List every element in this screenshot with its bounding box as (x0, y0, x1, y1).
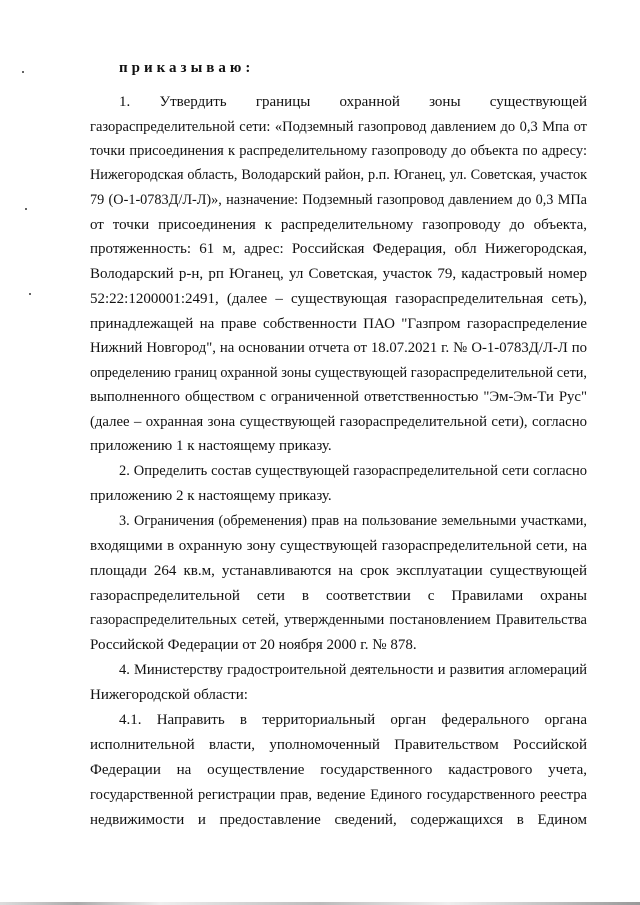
paragraph-4-1-line-3: Федерации на осуществление государственного кадастрового учета, (90, 762, 587, 778)
paragraph-1-line-1: 1. Утвердить границы охранной зоны существующей (119, 94, 587, 110)
paragraph-3-line-6: Российской Федерации от 20 ноября 2000 г. № 878. (90, 637, 417, 653)
paragraph-1-line-8: Володарский р-н, рп Юганец, ул Советская, участок 79, кадастровый номер (90, 266, 587, 282)
paragraph-3-line-1: 3. Ограничения (обременения) прав на пользование земельными участками, (119, 513, 587, 529)
paragraph-1-line-3: точки присоединения к распределительному газопроводу до объекта по адресу: (90, 143, 587, 159)
paragraph-1-line-6: от точки присоединения к распределительному газопроводу до объекта, (90, 217, 587, 233)
order-heading: приказываю: (119, 60, 255, 76)
paragraph-2-line-2: приложению 2 к настоящему приказу. (90, 488, 332, 504)
paragraph-3-line-2: входящими в охранную зону существующей газораспределительной сети, на (90, 538, 587, 554)
paragraph-4-line-1: 4. Министерству градостроительной деятельности и развития агломераций (119, 662, 587, 678)
paragraph-1-line-14: (далее – охранная зона существующей газораспределительной сети), согласно (90, 414, 587, 430)
paragraph-4-1-line-4: государственной регистрации прав, ведение Единого государственного реестра (90, 787, 587, 803)
paragraph-4-1-line-2: исполнительной власти, уполномоченный Правительством Российской (90, 737, 587, 753)
paragraph-4-line-2: Нижегородской области: (90, 687, 248, 703)
paragraph-1-line-2: газораспределительной сети: «Подземный газопровод давлением до 0,3 Мпа от (90, 119, 587, 135)
paragraph-1-line-10: принадлежащей на праве собственности ПАО "Газпром газораспределение (90, 316, 587, 332)
paragraph-1-line-12: определению границ охранной зоны существующей газораспределительной сети, (90, 365, 587, 381)
scan-speck (25, 208, 27, 210)
paragraph-3-line-5: газораспределительных сетей, утвержденными постановлением Правительства (90, 612, 587, 628)
paragraph-1-line-13: выполненного обществом с ограниченной ответственностью "Эм-Эм-Ти Рус" (90, 389, 587, 405)
paragraph-1-line-5: 79 (О-1-0783Д/Л-Л)», назначение: Подземный газопровод давлением до 0,3 МПа (90, 192, 587, 208)
paragraph-1-line-7: протяженность: 61 м, адрес: Российская Федерация, обл Нижегородская, (90, 241, 587, 257)
paragraph-3-line-3: площади 264 кв.м, устанавливаются на срок эксплуатации существующей (90, 563, 587, 579)
paragraph-2-line-1: 2. Определить состав существующей газораспределительной сети согласно (119, 463, 587, 479)
scan-speck (29, 293, 31, 295)
paragraph-1-line-15: приложению 1 к настоящему приказу. (90, 438, 332, 454)
paragraph-1-line-9: 52:22:1200001:2491, (далее – существующая газораспределительная сеть), (90, 291, 587, 307)
paragraph-4-1-line-1: 4.1. Направить в территориальный орган федерального органа (119, 712, 587, 728)
paragraph-4-1-line-5: недвижимости и предоставление сведений, содержащихся в Едином (90, 812, 587, 828)
paragraph-1-line-11: Нижний Новгород", на основании отчета от 18.07.2021 г. № О-1-0783Д/Л-Л по (90, 340, 587, 356)
scan-speck (22, 71, 24, 73)
paragraph-3-line-4: газораспределительной сети в соответствии с Правилами охраны (90, 588, 587, 604)
paragraph-1-line-4: Нижегородская область, Володарский район, р.п. Юганец, ул. Советская, участок (90, 167, 587, 183)
